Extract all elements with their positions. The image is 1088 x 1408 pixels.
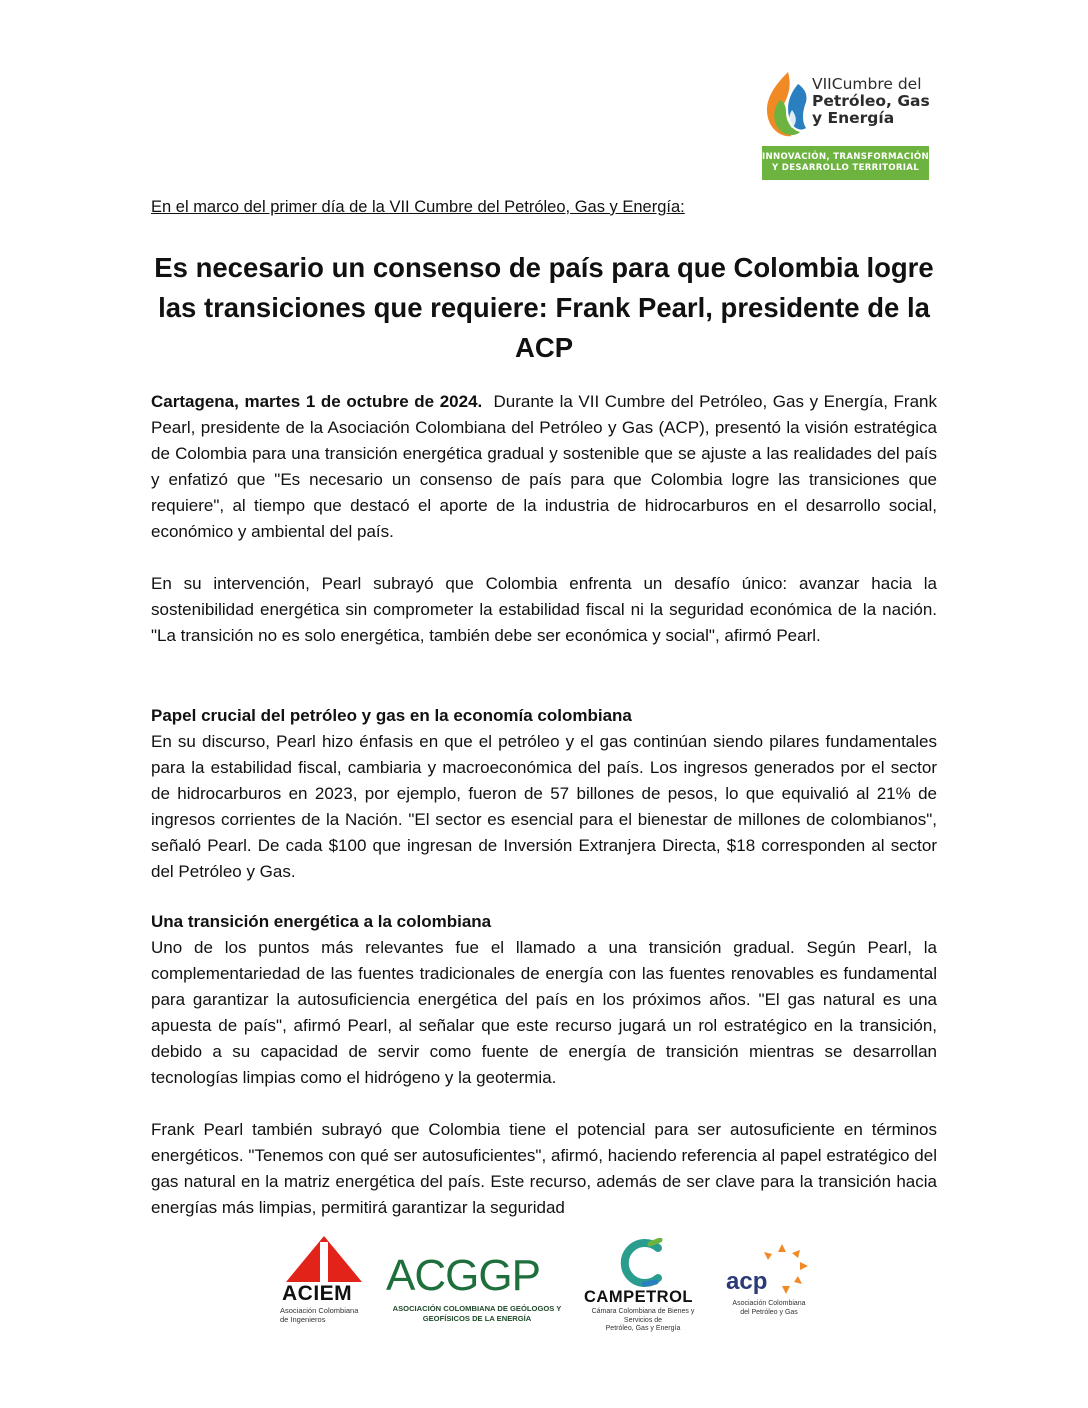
headline: Es necesario un consenso de país para que Colombia logre las transiciones que requiere: Frank Pearl, presidente de la ACP (154, 252, 934, 363)
summit-title-line2: Petróleo, Gas (812, 92, 930, 110)
acp-logo (724, 1240, 814, 1326)
campetrol-subtitle (580, 1308, 706, 1334)
acggp-subtitle (388, 1304, 566, 1323)
aciem-subtitle (280, 1306, 372, 1324)
acggp-name: ACGGP (386, 1251, 540, 1300)
acp-subtitle-line2: del Petróleo y Gas (740, 1308, 798, 1316)
aciem-name: ACIEM (282, 1282, 353, 1305)
campetrol-logo (580, 1238, 706, 1332)
section-transition (151, 909, 937, 1091)
paragraph-intervention: En su intervención, Pearl subrayó que Colombia enfrenta un desafío único: avanzar hacia la sostenibilidad energética sin comprometer la estabilidad fiscal ni la seguridad económica de la nación. "La transición no es solo energética, también debe ser económica y social", afirmó Pearl. (151, 574, 937, 645)
aciem-subtitle-line2: de Ingenieros (280, 1315, 326, 1324)
campetrol-c-icon (580, 1238, 706, 1288)
summit-banner-line2: Y DESARROLLO TERRITORIAL (771, 163, 920, 173)
acp-subtitle-line1: Asociación Colombiana (732, 1300, 806, 1307)
acggp-logo (384, 1252, 566, 1328)
section-transition-title: Una transición energética a la colombiana (151, 912, 492, 931)
paragraph-self-sufficiency: Frank Pearl también subrayó que Colombia tiene el potencial para ser autosuficiente en términos energéticos. "Tenemos con qué ser autosuficientes", afirmó, haciendo referencia al papel estratégico del gas natural en la matriz energética del país. Este recurso, además de ser clave para la transición hacia energías más limpias, permitirá garantizar la seguridad (151, 1120, 937, 1217)
summit-banner-line1: INNOVACIÓN, TRANSFORMACIÓN (762, 152, 929, 162)
summit-title-line3: y Energía (812, 109, 895, 127)
aciem-triangle-icon (278, 1236, 370, 1284)
campetrol-subtitle-line1: Cámara Colombiana de Bienes y Servicios de (591, 1308, 695, 1324)
acp-name: acp (726, 1268, 768, 1295)
section-oil-gas-body: En su discurso, Pearl hizo énfasis en que el petróleo y el gas continúan siendo pilares fundamentales para la estabilidad fiscal, cambiaria y macroeconómica del país. Los ingresos generados por el sector de hidrocarburos en 2023, por ejemplo, fueron de 57 billones de pesos, lo que equivalió al 21% de ingresos corrientes de la Nación. "El sector es esencial para el bienestar de millones de colombianos", señaló Pearl. De cada $100 que ingresan de Inversión Extranjera Directa, $18 corresponden al sector del Petróleo y Gas. (151, 732, 937, 881)
summit-title (812, 76, 930, 127)
campetrol-name: CAMPETROL (584, 1288, 693, 1306)
section-transition-body: Uno de los puntos más relevantes fue el llamado a una transición gradual. Según Pearl, la complementariedad de las fuentes tradicionales de energía con las fuentes renovables es fundamental para garantizar la autosuficiencia energética del país en los próximos años. "El gas natural es una apuesta de país", afirmó Pearl, al señalar que este recurso jugará un rol estratégico en la transición, debido a su capacidad de servir como fuente de energía de transición mientras se desarrollan tecnologías limpias como el hidrógeno y la geotermia. (151, 938, 937, 1087)
acggp-subtitle-line1: ASOCIACIÓN COLOMBIANA DE GEÓLOGOS Y (392, 1304, 562, 1313)
campetrol-subtitle-line2: Petróleo, Gas y Energía (605, 1325, 681, 1332)
summit-title-line1: VIICumbre del (812, 75, 922, 93)
paragraph-lead-body: Durante la VII Cumbre del Petróleo, Gas y Energía, Frank Pearl, presidente de la Asociación Colombiana del Petróleo y Gas (ACP), presentó la visión estratégica de Colombia para una transición energética gradual y sostenible que se ajuste a las realidades del país y enfatizó que "Es necesario un consenso de país para que Colombia logre las transiciones que requiere", al tiempo que destacó el aporte de la industria de hidrocarburos en el desarrollo social, económico y ambiental del país. (151, 392, 938, 541)
flame-icon (758, 70, 810, 140)
summit-logo (758, 70, 930, 182)
acggp-subtitle-line2: GEOFÍSICOS DE LA ENERGÍA (422, 1313, 532, 1323)
acp-subtitle (724, 1300, 814, 1317)
aciem-logo (278, 1236, 370, 1326)
aciem-subtitle-line1: Asociación Colombiana (280, 1306, 359, 1315)
paragraph-lead (151, 389, 937, 545)
section-oil-gas (151, 703, 937, 885)
section-oil-gas-title: Papel crucial del petróleo y gas en la economía colombiana (151, 706, 632, 725)
intro-line: En el marco del primer día de la VII Cumbre del Petróleo, Gas y Energía: (151, 198, 685, 216)
dateline: Cartagena, martes 1 de octubre de 2024. (151, 392, 483, 411)
summit-banner (762, 146, 929, 180)
